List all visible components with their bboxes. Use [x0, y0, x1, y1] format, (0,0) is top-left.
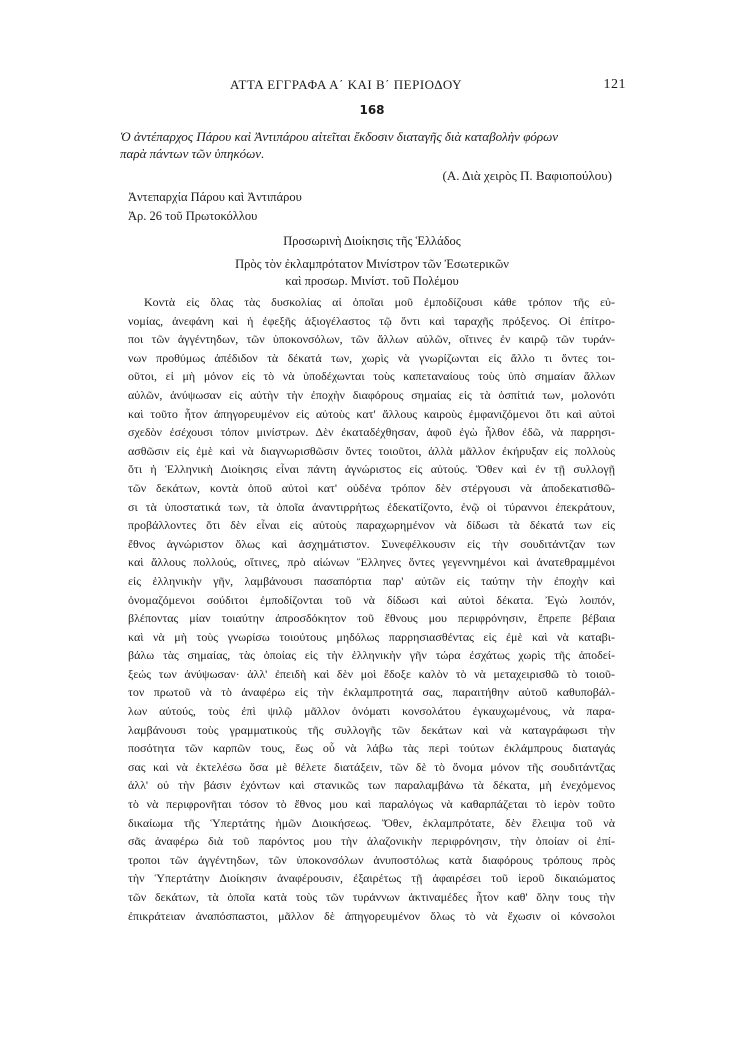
body-line: δικαίωμα τῆς Ὑπερτάτης ἡμῶν Διοικήσεως. Ὅθεν, ἐκλαμπρότατε, δὲν ἔλειψα τοῦ νὰ [128, 815, 615, 830]
body-line: τῶν δεκάτων, τὰ ὁποῖα κατὰ τοὺς τῶν τυράννων ἀκτιναμέδες ἦτον καθ' ὅλην τους τὴν [128, 890, 615, 904]
running-title: ΑΤΤΑ ΕΓΓΡΑΦΑ Α΄ ΚΑΙ Β΄ ΠΕΡΙΟΔΟΥ [230, 77, 462, 92]
body-line: σας καὶ νὰ ἐκτελέσω ὅσα μὲ θέλετε διατάξειν, τῶν δὲ τὸ ὄνομα μόνον τῆς σουδιτάντζας [128, 759, 615, 774]
page-number: 121 [603, 77, 626, 92]
body-line: σᾶς ἀναφέρω διὰ τοῦ παρόντος μου τὴν ἀλαζονικὴν περιφρόνησιν, τὴν ὁποίαν οἱ ἐπί- [128, 834, 615, 849]
body-line: ἀλλ' οὐ τὴν βάσιν ἐχόντων καὶ στανικῶς των παραλαμβάνω τὰ δέκατα, μὴ ἐνεχόμενος [128, 778, 615, 793]
body-line: ὀνομαζόμενοι σούδιτοι ἐμποδίζονται τοῦ νὰ δίδωσι καὶ αὐτοὶ δέκατα. Ἐγὼ λοιπόν, [128, 592, 615, 607]
body-line: ἐπικράτειαν ἀναπόσπαστοι, μᾶλλον δὲ ἀπηγορευμένον ὅλως τὸ νὰ ἔχωσιν οἱ κόνσολοι [128, 908, 615, 923]
body-line: λαμβάνουσι τοὺς γραμματικοὺς τῆς συλλογῆς τῶν δεκάτων καὶ νὰ καταγράφωσι τὴν [128, 722, 615, 737]
body-line: τὸ νὰ περιφρονῆται τόσον τὸ ἔθνος μου καὶ παραλόγως νὰ καθαρπάζεται τὸ ἱερὸν τοῦτο [128, 797, 615, 812]
body-line: λων αὐτούς, τοὺς ἐπὶ ψιλῷ μᾶλλον ὀνόματι κονσολάτου ἐγκαυχωμένους, νὰ παρα- [128, 704, 615, 719]
body-line: οῦτοι, εἰ μὴ μόνον εἰς τὸ νὰ ὑποδέχωνται τοὺς καπεταναίους τοὺς ὑπὸ σημαίαν ἄλλων [128, 369, 615, 384]
sender-block [128, 188, 302, 226]
body-line: αὐλῶν, ἀνύψωσαν εἰς αὐτὴν τὴν ἐποχὴν διαφόρους σημαίας εἰς τὰ ὁσπίτιά των, μολονότι [128, 387, 615, 402]
body-line: ποι τῶν ἀγγέντηδων, τῶν ὑποκονσόλων, τῶν ἄλλων αὐλῶν, οἵτινες ἐν καιρῷ τῶν τυράν- [128, 332, 615, 347]
addressee-block [0, 256, 744, 290]
body-line: ὅτι ἡ Ἑλληνικὴ Διοίκησις εἶναι πάντη ἀγνώριστος εἰς αὐτούς. Ὅθεν καὶ ἐν τῇ συλλογῇ [128, 462, 615, 477]
body-line: καὶ ἄλλους πολλούς, οἵτινες, πρὸ αἰώνων Ἕλληνες ὄντες γεγεννημένοι καὶ ἀνατεθραμμένοι [128, 555, 615, 570]
summary-line: παρὰ πάντων τῶν ὑπηκόων. [120, 146, 265, 161]
body-line: ξεώς των ἀνύψωσαν· ἀλλ' ἐπειδὴ καὶ δὲν μοὶ ἔδοξε καλὸν τὸ νὰ μεταχειρισθῶ τὸ τοιοῦ- [128, 666, 615, 681]
body-line: νων προθύμως ἀπέδιδον τὰ δέκατά των, χωρὶς νὰ γνωρίζωνται εἰς ἄλλο τι ὄντες τοι- [128, 350, 615, 365]
body-line: νομίας, ἀνεφάνη καὶ ἡ ἐφεξῆς ἀξιογέλαστος τῷ ὄντι καὶ ταραχῆς πρόξενος. Οἱ ἐπίτρο- [128, 313, 615, 328]
body-line: καὶ νὰ μὴ τοὺς γνωρίσω τοιούτους μηδόλως παρρησιασθέντας εἰς ἐμὲ καὶ νὰ καταβι- [128, 629, 615, 644]
addressee-line: Πρὸς τὸν ἐκλαμπρότατον Μινίστρον τῶν Ἐσωτερικῶν [235, 257, 509, 271]
body-line: τον πρωτοῦ νὰ τὸ ἀναφέρω εἰς τὴν ἐκλαμπροτητά σας, παραιτήθην αὐτοῦ καθυποβάλ- [128, 685, 615, 700]
summary-line: Ὁ ἀντέπαρχος Πάρου καὶ Ἀντιπάρου αἰτεῖται ἔκδοσιν διαταγῆς διὰ καταβολὴν φόρων [120, 129, 559, 144]
body-line: εἰς ἑλληνικὴν γῆν, λαμβάνουσι πασαπόρτια παρ' αὐτῶν εἰς ταύτην τὴν ἐποχὴν καὶ [128, 573, 615, 588]
body-line: ποσότητα τῶν καρπῶν τους, ἕως οὗ νὰ λάβω τὰς περὶ τούτων ἐκλάμπρους διαταγάς [128, 741, 615, 756]
sender-line: Ἀντεπαρχία Πάρου καὶ Ἀντιπάρου [128, 190, 302, 204]
authority-line: Προσωρινὴ Διοίκησις τῆς Ἑλλάδος [283, 234, 461, 248]
source-note: (Α. Διὰ χειρὸς Π. Βαφιοπούλου) [442, 168, 612, 183]
authority-heading [0, 233, 744, 250]
body-line: σι τὰ ὑποστατικά των, τὰ ὁποῖα ἀναντιρρήτως ἐδεκατίζοντο, ἐνῷ οἱ τύραννοι ἐπεκράτουν, [128, 499, 615, 514]
sender-line: Ἀρ. 26 τοῦ Πρωτοκόλλου [128, 209, 258, 223]
body-line: Κοντὰ εἰς ὅλας τὰς δυσκολίας αἱ ὁποῖαι μοῦ ἐμποδίζουσι κάθε τρόπον τῆς εὐ- [144, 295, 615, 309]
body-line: βλέποντας μίαν τοιαύτην ἀπροσδόκητον τοῦ ἔθνους μου περιφρόνησιν, ἔπρεπε βέβαια [128, 611, 615, 626]
body-line: ἔθνος ἀγνώριστον ὅλως καὶ ἀσχημάτιστον. Συνεφέλκουσιν εἰς τὴν σουδιτάντζαν των [128, 536, 615, 551]
running-header [120, 77, 626, 95]
body-line: τῶν δεκάτων, κοντὰ ὁποῦ αὐτοὶ κατ' οὐδένα τρόπον δὲν στέργουσι νὰ ἀποδεκατισθῶ- [128, 480, 615, 495]
body-line: σχεδὸν ἐσέχουσι τόπον μινίστρων. Δὲν ἐκαταδέχθησαν, ἀφοῦ ἐγὼ ἦλθον ἐδῶ, νὰ παρρησι- [128, 425, 615, 440]
body-line: τροποι τῶν ἀγγέντηδων, τῶν ὑποκονσόλων ἀνυποστόλως κατὰ διαφόρους τρόπους πρὸς [128, 852, 615, 867]
letter-body [128, 293, 615, 925]
body-line: προβάλλοντες ὅτι δὲν εἶναι εἰς αὐτοὺς παραχωρημένον νὰ δίδωσι τὰ δέκατά των εἰς [128, 518, 615, 533]
body-line: καὶ τοῦτο ἦτον ἀπηγορευμένον εἰς αὐτοὺς κατ' ἄλλους καιροὺς ἐμφανιζόμενοι ὅτι καὶ αὐτοὶ [128, 406, 615, 421]
body-line: τὴν Ὑπερτάτην Διοίκησιν ἀναφέρουσιν, ἐξαιρέτως τῇ ἀφαιρέσει τοῦ ἱεροῦ δικαιώματος [128, 871, 615, 886]
body-line: ασθῶσιν εἰς ἐμὲ καὶ νὰ διαγνωρισθῶσιν ὄντες τοιοῦτοι, ἀλλὰ μᾶλλον ἐκήρυξαν εἰς πολλοὺς [128, 443, 615, 458]
document-summary [120, 128, 615, 162]
body-line: βάλω τὰς σημαίας, τὰς ὁποίας εἰς τὴν ἑλληνικὴν γῆν τώρα ἐσχάτως χωρὶς τῆς ἀποδεί- [128, 648, 615, 663]
document-number: 168 [359, 103, 385, 117]
addressee-line: καὶ προσωρ. Μινίστ. τοῦ Πολέμου [285, 274, 459, 288]
